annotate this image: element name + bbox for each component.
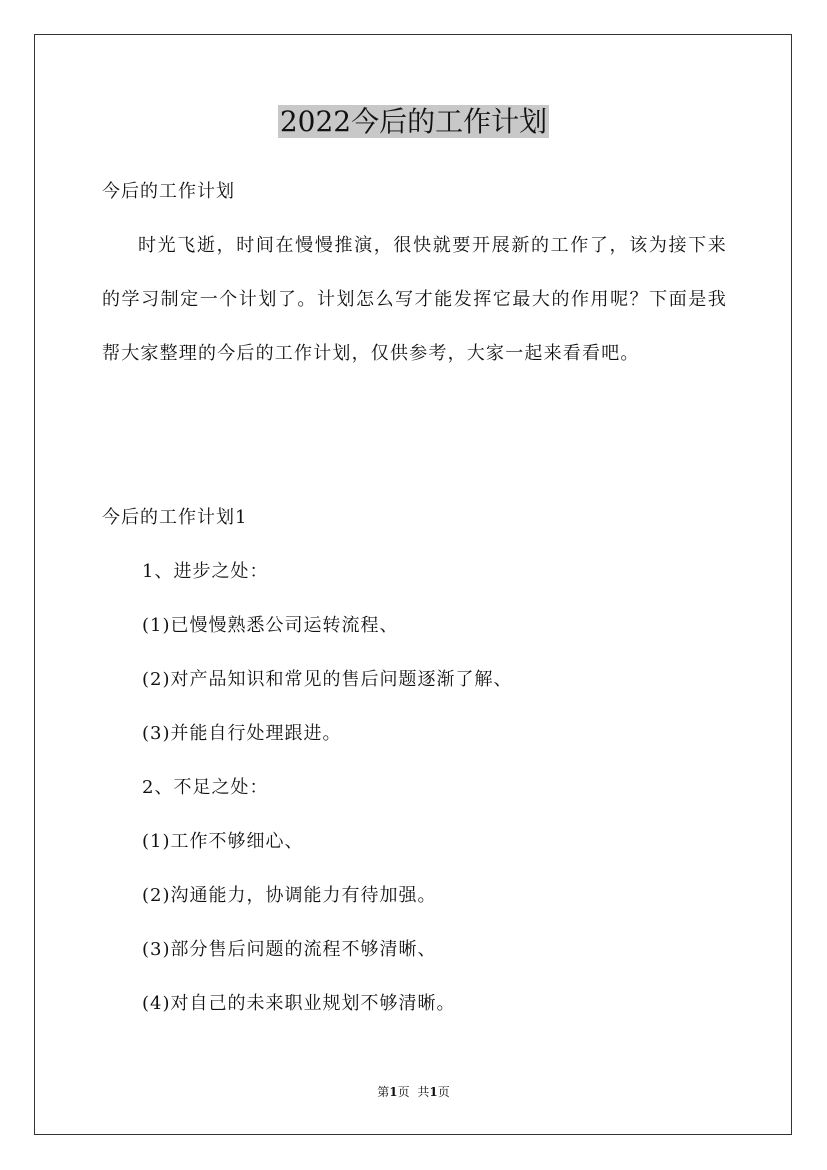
page-label-prefix: 第 <box>377 1085 390 1099</box>
list-item: (1)工作不够细心、 <box>142 831 304 852</box>
list-item: (2)对产品知识和常见的售后问题逐渐了解、 <box>142 669 513 690</box>
plan-1-title: 今后的工作计划1 <box>102 507 248 528</box>
list-item: (3)部分售后问题的流程不够清晰、 <box>142 939 437 960</box>
list-item: (2)沟通能力，协调能力有待加强。 <box>142 885 437 906</box>
total-label-prefix: 共 <box>417 1085 430 1099</box>
list-item: 2、不足之处： <box>142 777 269 798</box>
list-item: (3)并能自行处理跟进。 <box>142 723 342 744</box>
document-title: 2022今后的工作计划 <box>279 105 548 138</box>
total-pages: 1 <box>429 1085 438 1099</box>
intro-paragraph: 时光飞逝，时间在慢慢推演，很快就要开展新的工作了，该为接下来的学习制定一个计划了。计划怎么写才能发挥它最大的作用呢？下面是我帮大家整理的今后的工作计划，仅供参考，大家一起来看看吧。 <box>102 235 727 364</box>
page-label-suffix: 页 <box>397 1085 410 1099</box>
list-item: (1)已慢慢熟悉公司运转流程、 <box>142 615 399 636</box>
list-item: 1、进步之处： <box>142 561 269 582</box>
section-heading: 今后的工作计划 <box>102 181 235 202</box>
page-footer <box>0 1084 827 1100</box>
total-label-suffix: 页 <box>437 1085 450 1099</box>
page-number: 1 <box>389 1085 398 1099</box>
list-item: (4)对自己的未来职业规划不够清晰。 <box>142 993 456 1014</box>
